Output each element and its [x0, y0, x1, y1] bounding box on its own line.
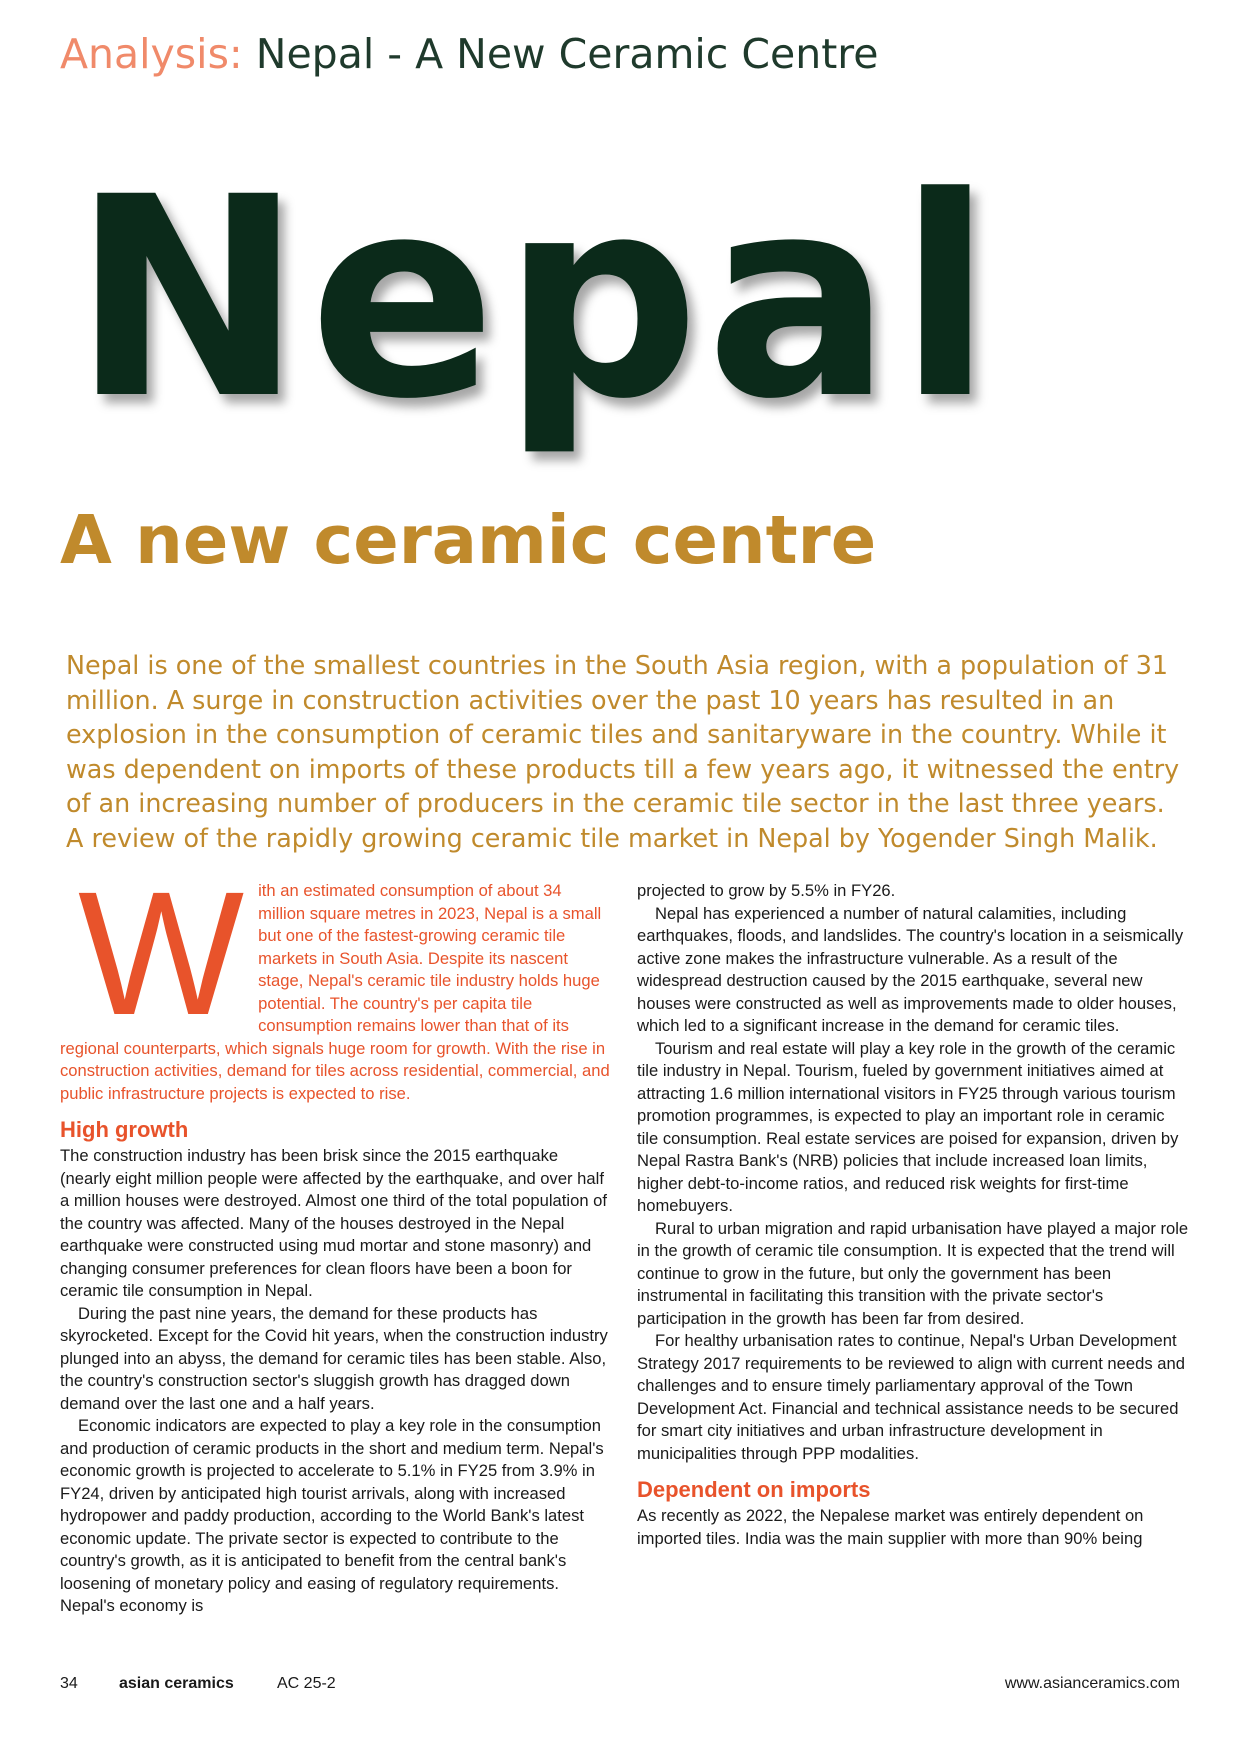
- body-paragraph: Rural to urban migration and rapid urbanisation have played a major role in the growth of ceramic tile consumption. It is expected that the trend will continue to grow in the future, but only the government has been instrumental in facilitating this transition with the private sector's participation in the growth has been far from desired.: [637, 1218, 1189, 1328]
- body-paragraph: projected to grow by 5.5% in FY26.: [637, 881, 896, 900]
- body-paragraph: As recently as 2022, the Nepalese market was entirely dependent on imported tiles. India was the main supplier with more than 90% being: [637, 1506, 1144, 1548]
- body-paragraph: For healthy urbanisation rates to continue, Nepal's Urban Development Strategy 2017 requirements to be reviewed to align with current needs and challenges and to ensure timely parliamentary approval of the Town Development Act. Financial and technical assistance needs to be secured for smart city initiatives and urban infrastructure development in municipalities through PPP modalities.: [637, 1331, 1185, 1463]
- heading-dependent-on-imports: Dependent on imports: [637, 1477, 871, 1502]
- drop-cap: W: [78, 856, 245, 1052]
- body-paragraph: Tourism and real estate will play a key role in the growth of the ceramic tile industry in Nepal. Tourism, fueled by government initiatives aimed at attracting 1.6 million international visitors in FY25 through various tourism promotion programmes, is expected to play an important role in ceramic tile consumption. Real estate services are poised for expansion, driven by Nepal Rastra Bank's (NRB) policies that include increased loan limits, higher debt-to-income ratios, and reduced risk weights for first-time homebuyers.: [637, 1038, 1179, 1215]
- section-title: Nepal - A New Ceramic Centre: [242, 30, 879, 78]
- website-url: www.asianceramics.com: [1004, 1675, 1180, 1692]
- article-subtitle: A new ceramic centre: [60, 501, 877, 579]
- section-header: [60, 28, 878, 80]
- body-paragraph: Nepal has experienced a number of natural calamities, including earthquakes, floods, and landslides. The country's location in a seismically active zone makes the infrastructure vulnerable. As a result of the widespread destruction caused by the 2015 earthquake, several new houses were constructed as well as improvements made to older houses, which led to a significant increase in the demand for ceramic tiles.: [637, 903, 1184, 1035]
- right-column: [637, 880, 1189, 1550]
- body-paragraph: Economic indicators are expected to play a key role in the consumption and production of ceramic products in the short and medium term. Nepal's economic growth is projected to accelerate to 5.1% in FY25 from 3.9% in FY24, driven by anticipated high tourist arrivals, along with increased hydropower and paddy production, according to the World Bank's latest economic update. The private sector is expected to contribute to the country's growth, as it is anticipated to benefit from the central bank's loosening of monetary policy and easing of regulatory requirements. Nepal's economy is: [60, 1416, 604, 1615]
- magazine-name: asian ceramics: [119, 1675, 234, 1692]
- body-paragraph: During the past nine years, the demand for these products has skyrocketed. Except for the Covid hit years, when the construction industry plunged into an abyss, the demand for ceramic tiles has been stable. Also, the country's construction sector's sluggish growth has dragged down demand over the last one and a half years.: [60, 1303, 608, 1413]
- page-footer: [60, 1672, 1180, 1696]
- intro-text: ith an estimated consumption of about 34 million square metres in 2023, Nepal is a small but one of the fastest-growing ceramic tile markets in South Asia. Despite its nascent stage, Nepal's ceramic tile industry holds huge potential. The country's per capita tile consumption remains lower than that of its regional counterparts, which signals huge room for growth. With the rise in construction activities, demand for tiles across residential, commercial, and public infrastructure projects is expected to rise.: [60, 881, 610, 1103]
- left-column: [60, 856, 612, 1618]
- heading-high-growth: High growth: [60, 1117, 189, 1142]
- body-paragraph: The construction industry has been brisk since the 2015 earthquake (nearly eight million people were affected by the earthquake, and over half a million houses were destroyed. Almost one third of the total population of the country was affected. Many of the houses destroyed in the Nepal earthquake were constructed using mud mortar and stone masonry) and changing consumer preferences for clean floors have been a boon for ceramic tile consumption in Nepal.: [60, 1146, 607, 1300]
- issue-number: AC 25-2: [277, 1675, 336, 1692]
- standfirst: Nepal is one of the smallest countries in the South Asia region, with a population of 31 million. A surge in construction activities over the past 10 years has resulted in an explosion in the consumption of ceramic tiles and sanitaryware in the country. While it was dependent on imports of these products till a few years ago, it witnessed the entry of an increasing number of producers in the ceramic tile sector in the last three years. A review of the rapidly growing ceramic tile market in Nepal by Yogender Singh Malik.: [66, 650, 1180, 853]
- section-kicker: Analysis:: [60, 30, 243, 78]
- intro-paragraph: [60, 856, 612, 1105]
- page-number: 34: [60, 1675, 78, 1692]
- article-title: Nepal: [72, 139, 999, 460]
